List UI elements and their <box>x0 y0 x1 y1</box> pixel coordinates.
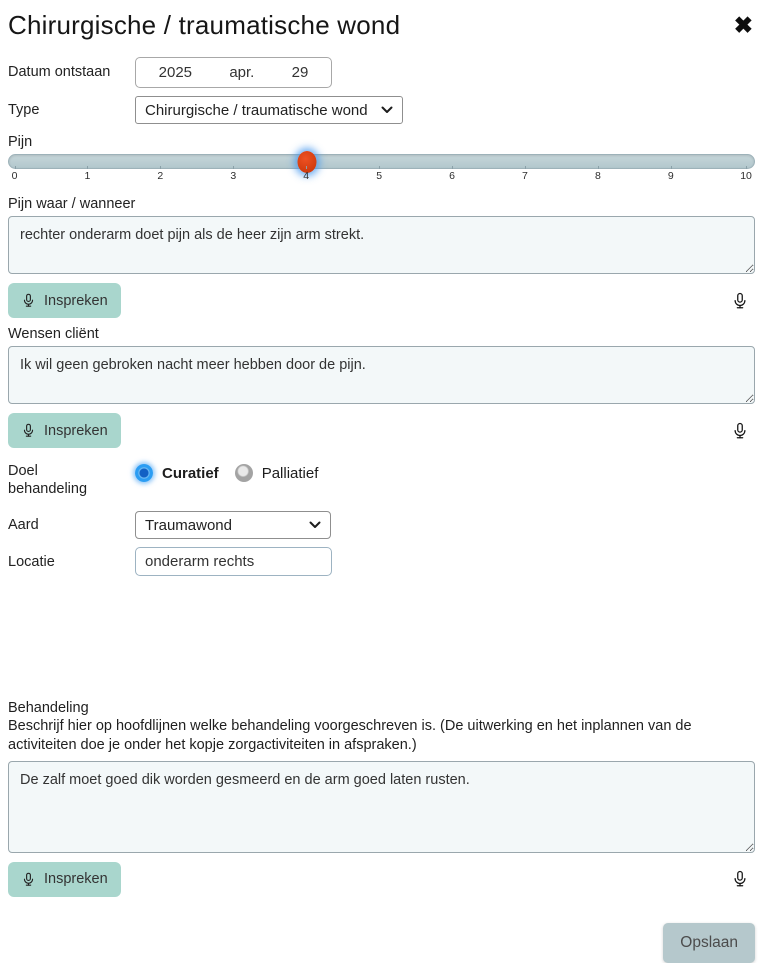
radio-icon[interactable] <box>235 464 253 482</box>
radio-label: Curatief <box>162 464 219 482</box>
type-label: Type <box>8 101 40 118</box>
microphone-icon-behandeling[interactable] <box>725 867 755 891</box>
inspreken-button-label: Inspreken <box>44 292 108 309</box>
pijn-slider-track[interactable] <box>8 154 755 169</box>
radio-label: Palliatief <box>261 464 319 482</box>
inspreken-button-pijn[interactable] <box>8 283 121 318</box>
doel-radio-curatief[interactable] <box>135 464 219 482</box>
doel-behandeling-label: Doel behandeling <box>8 463 88 498</box>
wensen-textarea[interactable] <box>8 346 755 404</box>
microphone-icon-wensen[interactable] <box>725 419 755 443</box>
tick-10: 10 <box>740 170 752 182</box>
datum-ontstaan-field[interactable] <box>135 57 332 88</box>
opslaan-button[interactable]: Opslaan <box>663 923 755 963</box>
microphone-icon <box>21 291 36 310</box>
close-icon[interactable]: ✖ <box>732 10 755 41</box>
datum-month[interactable]: apr. <box>229 64 255 81</box>
doel-radio-palliatief[interactable] <box>235 464 319 482</box>
tick-8: 8 <box>594 170 601 182</box>
inspreken-button-label: Inspreken <box>44 871 108 888</box>
microphone-icon-pijn[interactable] <box>725 289 755 313</box>
pijn-slider-ticks <box>8 170 755 182</box>
radio-icon[interactable] <box>135 464 153 482</box>
inspreken-button-behandeling[interactable] <box>8 862 121 897</box>
empty-space <box>8 576 755 688</box>
tick-1: 1 <box>84 170 91 182</box>
tick-3: 3 <box>230 170 237 182</box>
chevron-down-icon <box>381 106 393 114</box>
tick-5: 5 <box>376 170 383 182</box>
tick-4: 4 <box>303 170 310 182</box>
aard-select[interactable] <box>135 511 331 539</box>
inspreken-button-wensen[interactable] <box>8 413 121 448</box>
wensen-label: Wensen cliënt <box>8 326 99 342</box>
tick-0: 0 <box>11 170 18 182</box>
pijn-waar-label: Pijn waar / wanneer <box>8 196 136 212</box>
datum-ontstaan-label: Datum ontstaan <box>8 64 111 81</box>
tick-2: 2 <box>157 170 164 182</box>
locatie-input[interactable] <box>135 547 332 576</box>
type-select-value: Chirurgische / traumatische wond <box>145 101 368 119</box>
behandeling-description: Beschrijf hier op hoofdlijnen welke behandeling voorgeschreven is. (De uitwerking en het inplannen van de activiteiten doe je onder het kopje zorgactiviteiten in afspraken.) <box>8 718 692 754</box>
behandeling-textarea[interactable] <box>8 761 755 853</box>
pijn-label: Pijn <box>8 134 33 150</box>
tick-6: 6 <box>449 170 455 182</box>
page-title: Chirurgische / traumatische wond <box>8 10 401 40</box>
microphone-icon <box>21 870 36 889</box>
locatie-label: Locatie <box>8 553 55 570</box>
chevron-down-icon <box>309 521 321 529</box>
aard-select-value: Traumawond <box>145 516 232 534</box>
aard-label: Aard <box>8 517 39 534</box>
tick-7: 7 <box>522 170 528 182</box>
inspreken-button-label: Inspreken <box>44 422 108 439</box>
type-select[interactable] <box>135 96 403 124</box>
datum-day[interactable]: 29 <box>291 64 309 81</box>
pijn-waar-textarea[interactable] <box>8 216 755 274</box>
datum-year[interactable]: 2025 <box>158 64 193 81</box>
behandeling-label: Behandeling <box>8 700 89 717</box>
doel-radio-group <box>135 464 318 482</box>
microphone-icon <box>21 421 36 440</box>
tick-9: 9 <box>667 170 674 182</box>
pijn-slider[interactable] <box>8 154 755 182</box>
